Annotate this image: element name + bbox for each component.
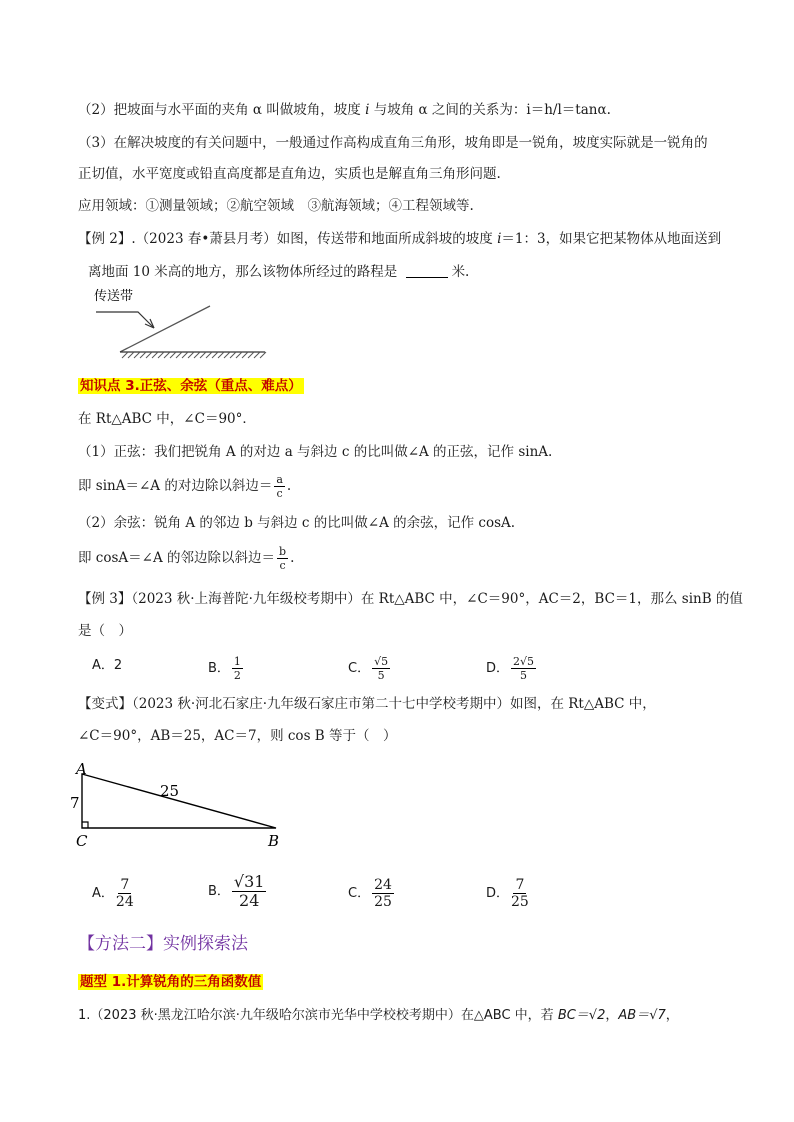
- vertex-c-label: C: [76, 832, 88, 850]
- variant-option-b[interactable]: B． $\frac{√31}{24}$: [208, 872, 265, 910]
- cosine-definition: （2）余弦：锐角 A 的邻边 b 与斜边 c 的比叫做∠A 的余弦，记作 cosA.: [78, 515, 516, 531]
- question-1: 1.（2023 秋·黑龙江哈尔滨·九年级哈尔滨市光华中学校校考期中）在△ABC 中，若 BC＝√2，AB＝√7，: [78, 1008, 679, 1023]
- para-slope-angle: （2）把坡面与水平面的夹角 α 叫做坡角，坡度 i 与坡角 α 之间的关系为：i＝h/l＝tanα.: [78, 102, 611, 118]
- side-ab-label: 25: [160, 782, 180, 800]
- cosine-fraction: $\frac{b}{c}$: [279, 545, 287, 572]
- answer-blank[interactable]: [406, 263, 448, 278]
- question-type-1-title: 题型 1.计算锐角的三角函数值: [80, 974, 262, 990]
- conveyor-slope: [120, 306, 210, 352]
- method-2-heading: 【方法二】实例探索法: [78, 934, 248, 954]
- sine-formula: 即 sinA＝∠A 的对边除以斜边＝ $\frac{a}{c}$ .: [78, 473, 292, 500]
- vertex-b-label: B: [268, 832, 280, 850]
- example-3-line1: 【例 3】（2023 秋·上海普陀·九年级校考期中）在 Rt△ABC 中，∠C＝90°，AC＝2，BC＝1，那么 sinB 的值: [78, 591, 743, 607]
- application-fields: 应用领域：①测量领域；②航空领域 ③航海领域；④工程领域等.: [78, 198, 474, 214]
- knowledge-point-3-title: 知识点 3.正弦、余弦（重点、难点）: [80, 378, 302, 394]
- example-2-line1: 【例 2】.（2023 春•萧县月考）如图，传送带和地面所成斜坡的坡度 i＝1：3，如果它把某物体从地面送到: [78, 231, 722, 247]
- cosine-formula: 即 cosA＝∠A 的邻边除以斜边＝ $\frac{b}{c}$ .: [78, 545, 295, 572]
- example-3-line2: 是（ ）: [78, 623, 132, 639]
- triangle-figure: [68, 756, 298, 852]
- ex3-option-a[interactable]: A．2: [92, 658, 123, 673]
- sine-fraction: $\frac{a}{c}$: [276, 473, 283, 500]
- para-slope-note-line1: （3）在解决坡度的有关问题中，一般通过作高构成直角三角形，坡角即是一锐角，坡度实际就是一锐角的: [78, 135, 708, 151]
- label-pointer: [96, 312, 154, 328]
- variant-option-d[interactable]: D． $\frac{7}{25}$: [486, 877, 529, 910]
- variant-line1: 【变式】（2023 秋·河北石家庄·九年级石家庄市第二十七中学校考期中）如图，在 Rt△ABC 中，: [78, 696, 656, 712]
- conveyor-label: 传送带: [94, 289, 134, 304]
- ex3-option-b[interactable]: B． $\frac{1}{2}$: [208, 655, 241, 682]
- variant-option-c[interactable]: C． $\frac{24}{25}$: [348, 877, 392, 910]
- conveyor-figure: [88, 284, 278, 368]
- right-angle-mark: [82, 822, 88, 828]
- vertex-a-label: A: [76, 760, 87, 778]
- variant-option-a[interactable]: A． $\frac{7}{24}$: [92, 877, 134, 910]
- ex3-option-d[interactable]: D． $\frac{2√5}{5}$: [486, 655, 535, 682]
- sine-definition: （1）正弦：我们把锐角 A 的对边 a 与斜边 c 的比叫做∠A 的正弦，记作 sinA.: [78, 444, 553, 460]
- ground-hatch: [122, 352, 266, 358]
- kp3-intro: 在 Rt△ABC 中，∠C＝90°．: [78, 411, 256, 427]
- ex3-option-c[interactable]: C． $\frac{√5}{5}$: [348, 655, 389, 682]
- example-2-line2: 离地面 10 米高的地方，那么该物体所经过的路程是 米.: [88, 264, 470, 280]
- side-ac-label: 7: [70, 794, 80, 812]
- variant-line2: ∠C＝90°，AB＝25，AC＝7，则 cos B 等于（ ）: [78, 728, 397, 744]
- para-slope-note-line2: 正切值，水平宽度或铅直高度都是直角边，实质也是解直角三角形问题.: [78, 166, 501, 182]
